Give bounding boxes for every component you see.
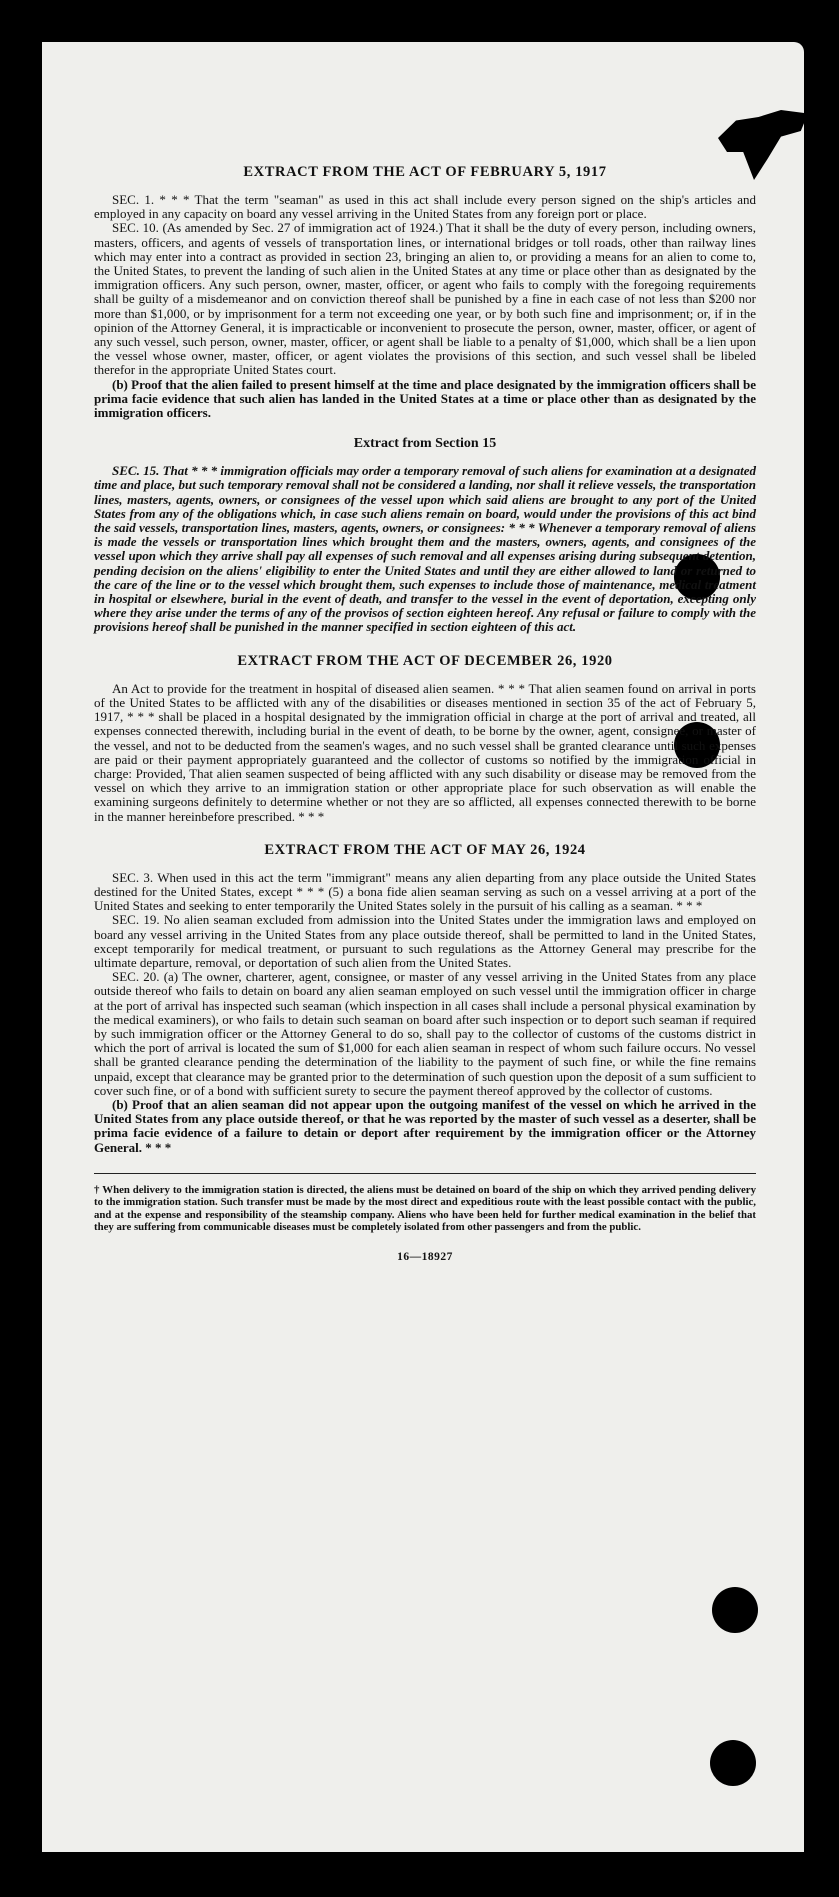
paragraph-sec-10b: (b) Proof that the alien failed to present himself at the time and place designated by the immigration officers shall be prima facie evidence that such alien has landed in the United States at a time or place other than as designated by the immigration officers. <box>94 376 756 421</box>
heading-section-15: Extract from Section 15 <box>353 436 497 452</box>
paragraph-sec-19: SEC. 19. No alien seaman excluded from admission into the United States under the immigration laws and employed on board any vessel arriving in the United States from any place outside thereof, shall be permitted to land in the United States, except temporarily for medical treatment, or pursuant to such regulations as the Attorney General may prescribe for the ultimate departure, removal, or deportation of such alien from the United States. <box>94 912 756 970</box>
paragraph-sec-15: SEC. 15. That * * * immigration officials may order a temporary removal of such aliens for examination at a designated time and place, but such temporary removal shall not be considered a landing, nor shall it relieve vessels, the transportation lines, masters, agents, owners, or consignees of the vessel upon which said aliens are brought to any port of the United States from any of the obligations which, in case such aliens remain on board, would under the provisions of this act bind the said vessels, transportation lines, masters, agents, owners, or consignees: * * * Whenever a temporary removal of aliens is made the vessels or transportation lines which brought them and the masters, owners, agents, and consignees of the vessel upon which they arrive shall pay all expenses of such removal and all expenses arising during subsequent detention, pending decision on the aliens' eligibility to enter the United States and until they are either allowed to land or returned to the care of the line or to the vessel which brought them, such expenses to include those of maintenance, medical treatment in hospital or elsewhere, burial in the event of death, and transfer to the vessel in the event of deportation, excepting only where they arise under the terms of any of the provisos of section eighteen hereof. Any refusal or failure to comply with the provisions hereof shall be punished in the manner specified in section eighteen of this act. <box>94 463 757 635</box>
divider <box>94 1173 756 1174</box>
document-page <box>42 42 804 1852</box>
paragraph-dec-1920: An Act to provide for the treatment in hospital of diseased alien seamen. * * * That alien seamen found on arrival in ports of the United States to be afflicted with any of the disabilities or diseases mentioned in section 35 of the act of February 5, 1917, * * * shall be placed in a hospital designated by the immigration official in charge at the port of arrival and treated, all expenses connected therewith, including burial in the event of death, to be borne by the owner, agent, consignee, or master of the vessel, and not to be deducted from the seamen's wages, and no such vessel shall be granted clearance until such expenses are paid or their payment appropriately guaranteed and the collector of customs so notified by the immigration official in charge: Provided, That alien seamen suspected of being afflicted with any such disability or disease may be removed from the vessel on which they arrive to an immigration station or other appropriate place for such observation as will enable the examining surgeons definitely to determine whether or not they are so afflicted, all expenses connected therewith to be borne in the manner hereinbefore prescribed. * * * <box>94 680 756 824</box>
paragraph-sec-3: SEC. 3. When used in this act the term "immigrant" means any alien departing from any place outside the United States destined for the United States, except * * * (5) a bona fide alien seaman serving as such on a vessel arriving at a port of the United States and seeking to enter temporarily the United States solely in the pursuit of his calling as a seaman. * * * <box>94 869 756 914</box>
paragraph-sec-20b: (b) Proof that an alien seaman did not appear upon the outgoing manifest of the vessel on which he arrived in the United States from any place outside thereof, or that he was reported by the master of such vessel as a deserter, shall be prima facie evidence of a failure to detain or deport after requirement by the immigration officer or the Attorney General. * * * <box>94 1096 756 1155</box>
heading-act-dec-1920: EXTRACT FROM THE ACT OF DECEMBER 26, 1920 <box>237 652 613 669</box>
heading-act-feb-1917: EXTRACT FROM THE ACT OF FEBRUARY 5, 1917 <box>243 164 607 180</box>
punch-hole <box>712 1587 758 1633</box>
heading-act-may-1924: EXTRACT FROM THE ACT OF MAY 26, 1924 <box>264 841 586 858</box>
form-number: 16—18927 <box>397 1251 453 1264</box>
paragraph-sec-20a: SEC. 20. (a) The owner, charterer, agent, consignee, or master of any vessel arriving in the United States from any place outside thereof who fails to detain on board any alien seaman employed on such vessel until the immigration officer in charge at the port of arrival has inspected such seaman (which inspection in all cases shall include a personal physical examination by the medical examiners), or who fails to detain such seaman on board after such inspection or to deport such seaman if required by such immigration officer or the Attorney General to do so, shall pay to the collector of customs of the customs district in which the port of arrival is located the sum of $1,000 for each alien seaman in respect of whom such failure occurs. No vessel shall be granted clearance pending the determination of the liability to the payment of such fine, or while the fine remains unpaid, except that clearance may be granted prior to the determination of such question upon the deposit of a sum sufficient to cover such fine, or of a bond with sufficient surety to secure the payment thereof approved by the collector of customs. <box>94 969 756 1098</box>
document-content <box>94 164 756 1263</box>
punch-hole <box>710 1740 756 1786</box>
paragraph-sec-10: SEC. 10. (As amended by Sec. 27 of immigration act of 1924.) That it shall be the duty of every person, including owners, masters, officers, and agents of vessels of transportation lines, or international bridges or toll roads, other than railway lines which may enter into a contract as provided in section 23, bringing an alien to, or providing a means for an alien to come to, the United States, to prevent the landing of such alien in the United States at any time or place other than as designated by the immigration officers. Any such person, owner, master, officer, or agent who fails to comply with the foregoing requirements shall be guilty of a misdemeanor and on conviction thereof shall be punished by a fine in each case of not less than $200 nor more than $1,000, or by imprisonment for a term not exceeding one year, or by both such fine and imprisonment; or, if in the opinion of the Attorney General, it is impracticable or inconvenient to prosecute the person, owner, master, officer, or agent of any such vessel, such person, owner, master, officer, or agent shall be liable to a penalty of $1,000, which shall be a lien upon the vessel whose owner, master, officer, or agent violates the provisions of this section, and such vessel shall be libeled therefor in the appropriate United States court. <box>94 220 756 378</box>
paragraph-sec-1: SEC. 1. * * * That the term "seaman" as used in this act shall include every person signed on the ship's articles and employed in any capacity on board any vessel arriving in the United States from any foreign port or place. <box>94 192 756 222</box>
footnote: † When delivery to the immigration station is directed, the aliens must be detained on board of the ship on which they arrived pending delivery to the immigration station. Such transfer must be made by the most direct and expeditious route with the least possible contact with the public, and at the expense and responsibility of the steamship company. Aliens who have been held for further medical examination in the belief that they are suffering from communicable diseases must be completely isolated from other passengers and from the public. <box>94 1183 756 1233</box>
